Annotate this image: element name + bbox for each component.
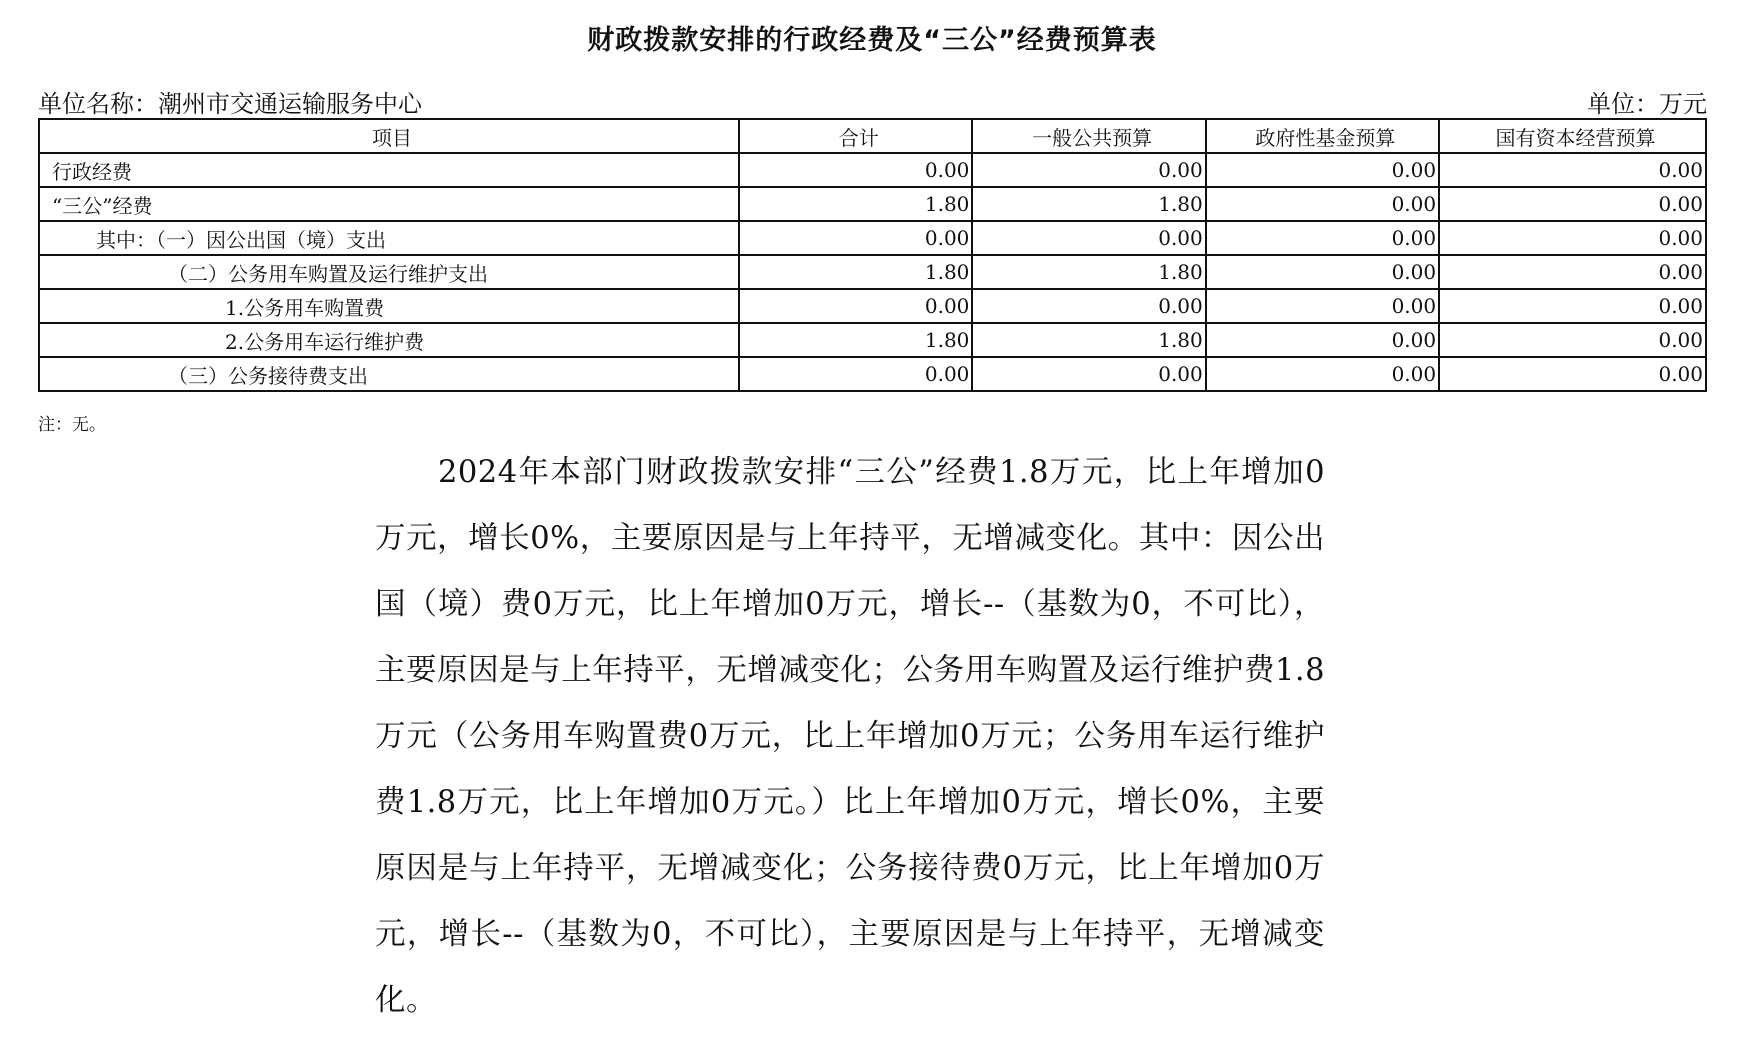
row-total: 0.00 [739,289,972,323]
table-meta [38,84,1707,118]
row-item: “三公”经费 [39,187,739,221]
row-fund: 0.00 [1206,187,1439,221]
row-total: 0.00 [739,221,972,255]
row-total: 0.00 [739,153,972,187]
row-item: （三）公务接待费支出 [39,357,739,391]
table-row [39,153,1706,187]
row-total: 1.80 [739,187,972,221]
unit-label: 单位：万元 [1587,90,1707,118]
row-capital: 0.00 [1439,187,1706,221]
row-general: 1.80 [972,187,1205,221]
row-fund: 0.00 [1206,289,1439,323]
table-note: 注：无。 [38,415,106,435]
row-general: 0.00 [972,357,1205,391]
row-total: 1.80 [739,255,972,289]
table-row [39,289,1706,323]
page-title: 财政拨款安排的行政经费及“三公”经费预算表 [587,25,1157,56]
row-general: 0.00 [972,289,1205,323]
table-row [39,255,1706,289]
header-total: 合计 [739,119,972,153]
row-item: 行政经费 [39,153,739,187]
row-general: 0.00 [972,221,1205,255]
row-fund: 0.00 [1206,323,1439,357]
header-fund-budget: 政府性基金预算 [1206,119,1439,153]
row-item: （二）公务用车购置及运行维护支出 [39,255,739,289]
row-capital: 0.00 [1439,221,1706,255]
explanation-paragraph: 2024年本部门财政拨款安排“三公”经费1.8万元，比上年增加0万元，增长0%，主要原因是与上年持平，无增减变化。其中：因公出国（境）费0万元，比上年增加0万元，增长--（基数为0，不可比），主要原因是与上年持平，无增减变化；公务用车购置及运行维护费1.8万元（公务用车购置费0万元，比上年增加0万元；公务用车运行维护费1.8万元，比上年增加0万元。）比上年增加0万元，增长0%，主要原因是与上年持平，无增减变化；公务接待费0万元，比上年增加0万元，增长--（基数为0，不可比），主要原因是与上年持平，无增减变化。 [375,455,1325,1018]
row-capital: 0.00 [1439,153,1706,187]
table-row [39,357,1706,391]
row-capital: 0.00 [1439,289,1706,323]
row-general: 0.00 [972,153,1205,187]
row-total: 1.80 [739,323,972,357]
header-general-budget: 一般公共预算 [972,119,1205,153]
row-general: 1.80 [972,255,1205,289]
row-capital: 0.00 [1439,323,1706,357]
row-capital: 0.00 [1439,255,1706,289]
row-item: 1.公务用车购置费 [39,289,739,323]
row-fund: 0.00 [1206,221,1439,255]
org-name-label: 单位名称：潮州市交通运输服务中心 [38,90,422,118]
row-fund: 0.00 [1206,255,1439,289]
table-header-row [39,119,1706,153]
budget-table [38,118,1707,392]
row-fund: 0.00 [1206,153,1439,187]
row-total: 0.00 [739,357,972,391]
row-item: 其中：（一）因公出国（境）支出 [39,221,739,255]
header-item: 项目 [39,119,739,153]
table-row [39,323,1706,357]
row-general: 1.80 [972,323,1205,357]
row-capital: 0.00 [1439,357,1706,391]
table-row [39,221,1706,255]
row-item: 2.公务用车运行维护费 [39,323,739,357]
row-fund: 0.00 [1206,357,1439,391]
table-row [39,187,1706,221]
header-capital-budget: 国有资本经营预算 [1439,119,1706,153]
